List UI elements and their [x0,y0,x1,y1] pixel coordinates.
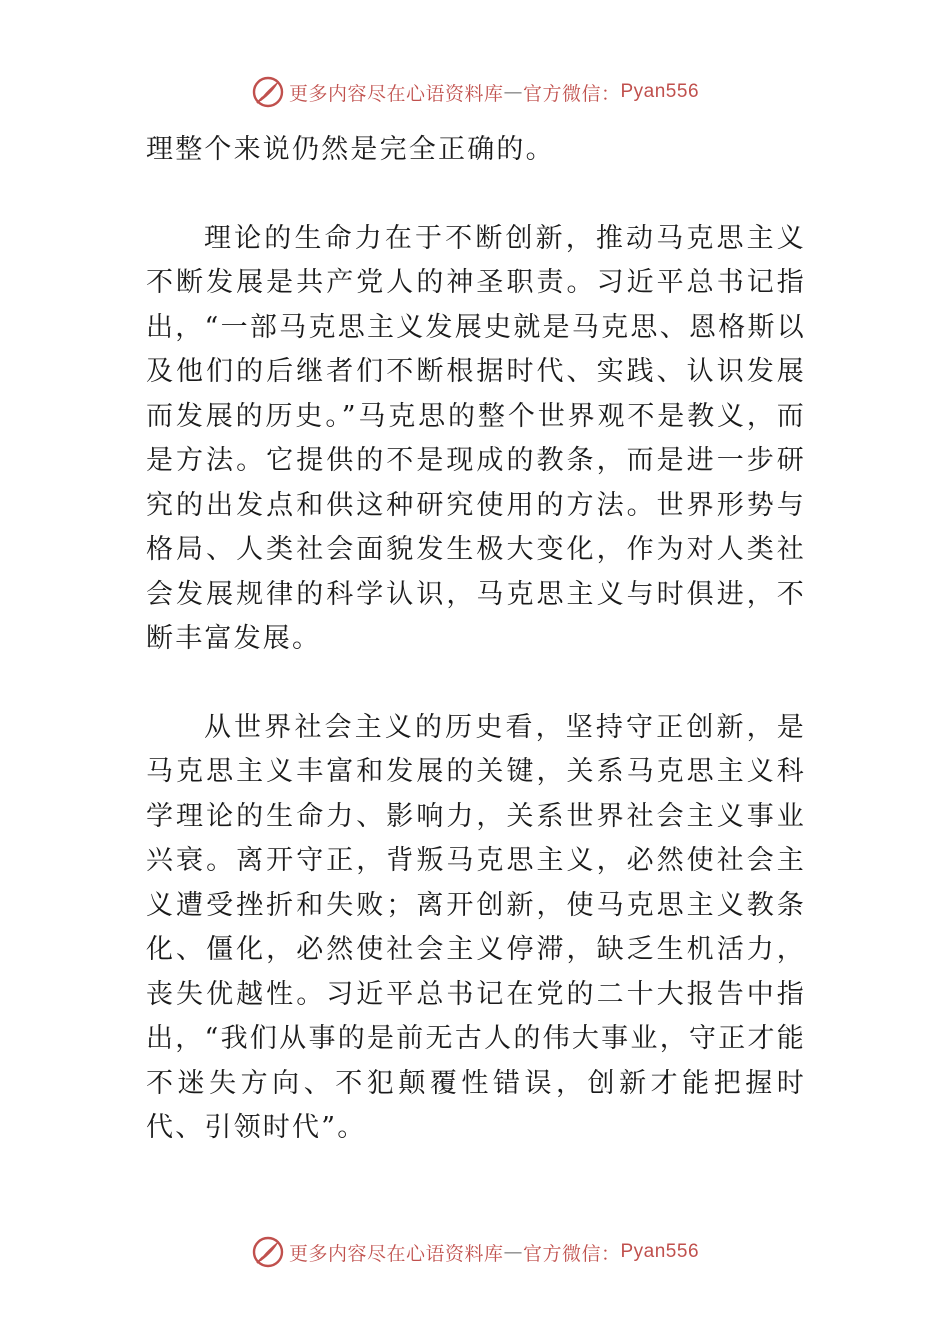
watermark-label: 官方微信： [522,82,621,105]
paragraph-gap [146,662,806,706]
paragraph-theory-innovation: 理论的生命力在于不断创新，推动马克思主义不断发展是共产党人的神圣职责。习近平总书记指出，“一部马克思主义发展史就是马克思、恩格斯以及他们的后继者们不断根据时代、实践、认识发展而发展的历史。”马克思的整个世界观不是教义，而是方法。它提供的不是现成的教条，而是进一步研究的出发点和供这种研究使用的方法。世界形势与格局、人类社会面貌发生极大变化，作为对人类社会发展规律的科学认识，马克思主义与时俱进，不断丰富发展。 [146,222,806,654]
document-body [146,128,806,1151]
watermark-footer [0,1232,950,1272]
watermark-separator: — [503,81,523,103]
paragraph-continuation: 理整个来说仍然是完全正确的。 [146,134,555,165]
watermark-brand: 更多内容尽在心语资料库 [288,1242,504,1265]
watermark-handle: Pyan556 [620,81,700,102]
watermark-label: 官方微信： [522,1242,621,1265]
quill-logo-icon [251,1235,285,1269]
watermark-separator: — [503,1241,523,1263]
watermark-header [0,72,950,112]
watermark-brand: 更多内容尽在心语资料库 [288,82,504,105]
paragraph-gap [146,173,806,217]
paragraph-socialism-history: 从世界社会主义的历史看，坚持守正创新，是马克思主义丰富和发展的关键，关系马克思主义科学理论的生命力、影响力，关系世界社会主义事业兴衰。离开守正，背叛马克思主义，必然使社会主义遭受挫折和失败；离开创新，使马克思主义教条化、僵化，必然使社会主义停滞，缺乏生机活力，丧失优越性。习近平总书记在党的二十大报告中指出，“我们从事的是前无古人的伟大事业，守正才能不迷失方向、不犯颠覆性错误，创新才能把握时代、引领时代”。 [146,711,806,1143]
watermark-handle: Pyan556 [620,1241,700,1262]
quill-logo-icon [251,75,285,109]
